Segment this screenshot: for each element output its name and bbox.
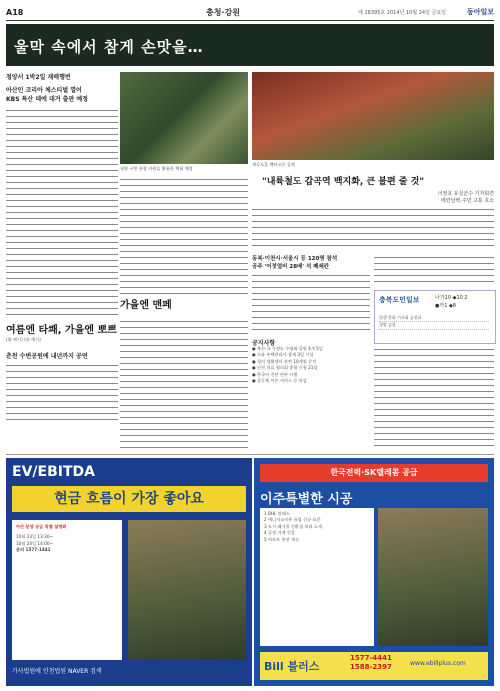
ad-left-item: 10월 23일 13:30~: [16, 534, 53, 540]
ad-right-headline: 이주특별한 시공: [260, 492, 353, 507]
article-body: [252, 206, 494, 246]
col1-body: [6, 107, 118, 317]
sub-body2: [374, 254, 494, 286]
left-title2: 춘천 수변공원에 내년까지 공연: [6, 353, 88, 361]
summer-mid-body: [120, 318, 248, 452]
box-table: [379, 315, 489, 330]
notice-title: 공지사항: [252, 340, 276, 347]
section-title: 충청·강원: [206, 8, 240, 17]
article-title: "내륙철도 갑곡역 백지화, 큰 불편 줄 것": [262, 177, 425, 187]
ad-right-photo: [378, 508, 488, 646]
col1-kicker: 청양서 1박2일 재배행번: [6, 74, 71, 81]
ad-right-item: 2 에너지소비용 유럽 신규 표준: [264, 517, 321, 523]
main-headline: 울막 속에서 참게 손맛을…: [14, 38, 204, 56]
table-row: 청양 김장: [379, 322, 489, 329]
photo-caption-right: 계곡도을 백단오론 공원: [252, 162, 296, 167]
box-no2: ●카1 ◆8: [435, 303, 456, 309]
side-box: [374, 290, 496, 344]
ad-left-panel: [12, 520, 122, 660]
notice-item: ● 소유 주택관리사 참재 3일 시설: [252, 352, 314, 358]
ad-right-phone: 1577-4441: [350, 654, 392, 662]
ad-right: [254, 458, 494, 686]
col1-head1: 아산인 코리아 체스티벌 열어: [6, 87, 82, 94]
sub-title2: 공주 '어젓열비 28배' 석 폐쇄칸: [252, 264, 330, 270]
sub-title: 동복·이천시·서울시 등 120명 참석: [252, 256, 338, 262]
left-body2: [6, 362, 118, 422]
sub-body: [252, 272, 370, 332]
summer-sub: (위 예시) (위 예시): [6, 337, 41, 342]
ad-right-item: 4 공정 자재 인증: [264, 530, 295, 536]
byline: 이영호 유실군수 기자회견: [437, 191, 494, 197]
ad-right-url: www.ebillplus.com: [410, 660, 466, 667]
page-number: A18: [6, 8, 24, 17]
photo-caption-left: 청양 구봉 관광 자원을 활용한 체험 예정: [120, 166, 193, 171]
notice-item: ● 한국어 진단 연주 시범: [252, 371, 298, 377]
notice-item: ● 공동체 이론 서비스 등 마감: [252, 378, 307, 384]
notice-list: [252, 346, 370, 384]
photo-right: [252, 72, 494, 160]
ad-right-item: 1 BHL 블레스: [264, 511, 290, 516]
ad-right-list: [260, 508, 374, 646]
photo-left: [120, 72, 248, 164]
byline2: 에런날벽·주민 고통 호소: [440, 198, 494, 204]
box-label: 충북도민일보: [379, 296, 420, 304]
table-title: 위생 총회 기자회 공천표: [379, 315, 489, 322]
ad-divider: [6, 454, 494, 455]
ad-left-brand: EV/EBITDA: [12, 464, 95, 480]
notice-item: ● 인천 의료 협의회 종합 신청 21일: [252, 365, 318, 371]
ad-left-footer: 가사법원에 인천법원 NAVER 검색: [12, 668, 102, 675]
col1-head2: KBS 특산 데에 대거 출판 예정: [6, 96, 88, 103]
summer-title: 여름엔 타쾌, 가을엔 뽀쁘: [6, 325, 117, 336]
box-no: 나가10 ◆10 2: [435, 295, 468, 301]
ad-right-brand: 한국전력·SK텔레콤 공급: [260, 464, 488, 482]
ad-left-item: 10월 24일 14:00~: [16, 540, 53, 546]
ad-right-footer: [260, 652, 488, 680]
ad-right-item: 3 도시 폐기물 친환경 처리 소재: [264, 523, 322, 529]
issue-date: 제 28395호 2014년 10월 24일 금요일: [358, 10, 446, 16]
article-byline: [392, 190, 494, 204]
ad-right-phone2: 1588-2397: [350, 663, 392, 671]
ad-left-item: 문의 1577-1441: [16, 547, 51, 553]
notice-body: [374, 346, 494, 446]
ad-left-photo: [128, 520, 246, 660]
ad-right-item: 5 아파트 현장 개선: [264, 536, 299, 542]
notice-item: ● 북산·국 가정도 수영회·공원 4개 5일: [252, 346, 323, 351]
mid-col-body: [120, 176, 248, 296]
page-header: [6, 6, 494, 21]
summer-mid-title: 가을엔 맨페: [120, 300, 172, 311]
newspaper-logo: 동아일보: [466, 8, 494, 16]
ad-left-headline: 현금 흐름이 가장 좋아요: [12, 486, 246, 512]
ad-left-item: 아산 분양 공급 특별 설명회: [16, 524, 67, 529]
ad-right-brand2: Bill 블러스: [264, 660, 320, 673]
ad-left: [6, 458, 252, 686]
notice-item: ● 청의 생활센터 관련 10개월 문진: [252, 358, 317, 364]
left-column: [6, 72, 118, 452]
